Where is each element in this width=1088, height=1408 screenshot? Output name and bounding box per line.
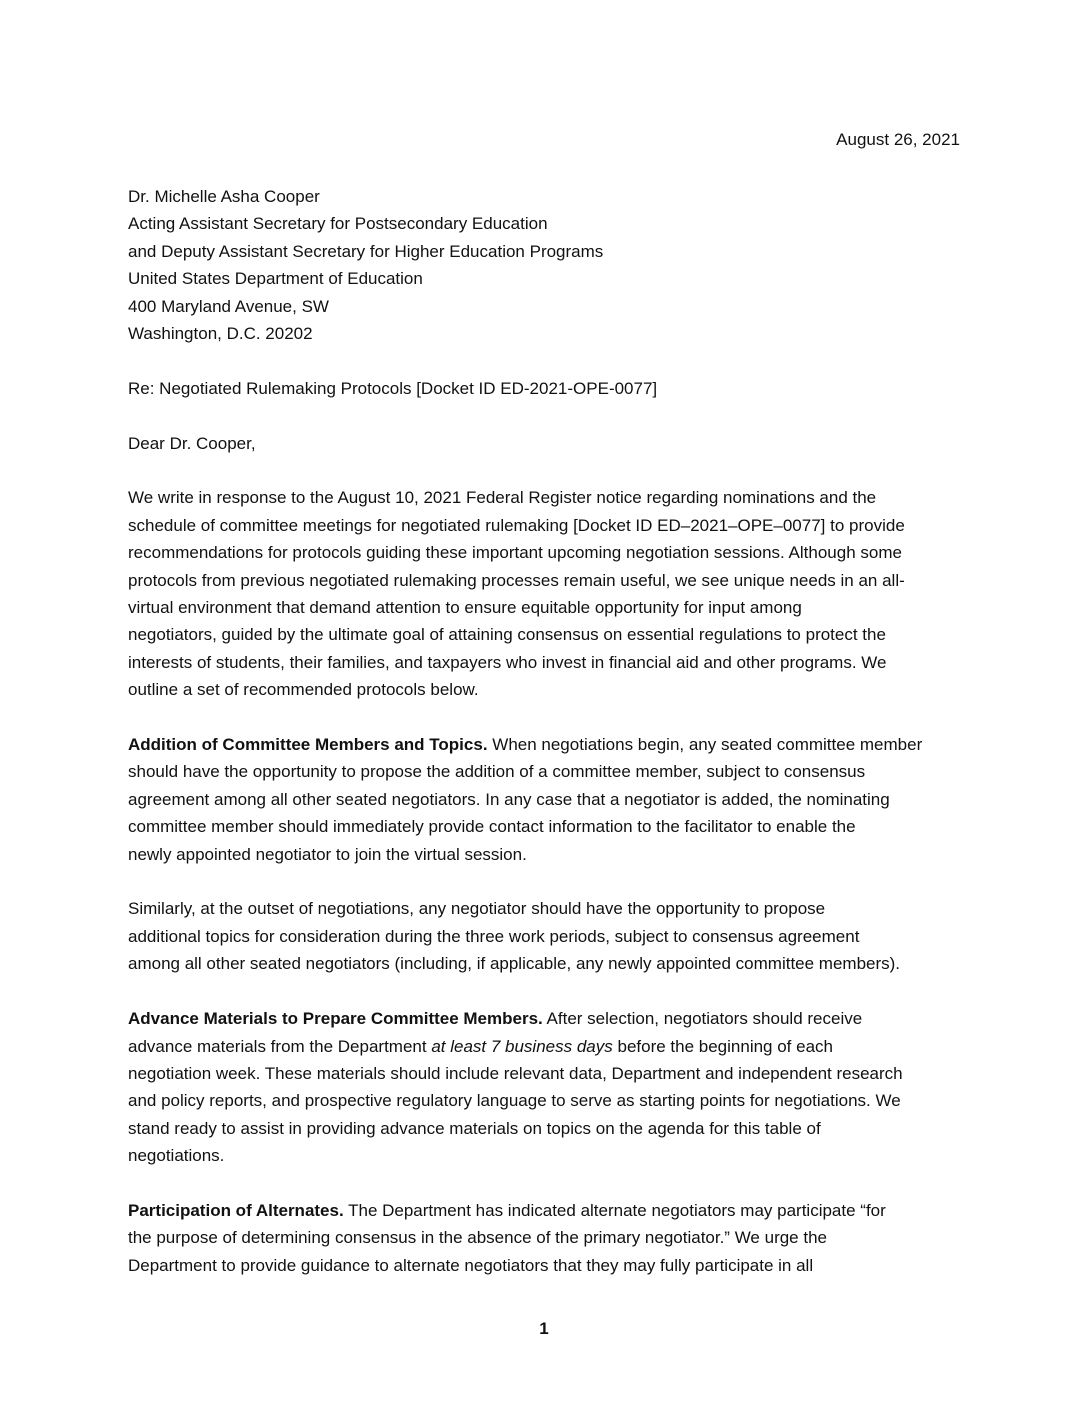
recipient-address xyxy=(128,183,961,347)
recipient-organization: United States Department of Education xyxy=(128,269,423,289)
similarly-paragraph xyxy=(128,895,961,977)
text-line: interests of students, their families, and taxpayers who invest in financial aid and other programs. We xyxy=(128,652,887,672)
text-line: negotiation week. These materials should include relevant data, Department and independent research xyxy=(128,1063,903,1083)
text-line xyxy=(128,1005,961,1032)
recipient-city: Washington, D.C. 20202 xyxy=(128,324,313,344)
text-line: protocols from previous negotiated rulemaking processes remain useful, we see unique needs in an all- xyxy=(128,570,905,590)
text-line: schedule of committee meetings for negotiated rulemaking [Docket ID ED–2021–OPE–0077] to provide xyxy=(128,515,905,535)
text-line: outline a set of recommended protocols below. xyxy=(128,680,479,700)
recipient-title: Acting Assistant Secretary for Postsecondary Education xyxy=(128,214,548,234)
text-line xyxy=(128,1197,961,1224)
text-line: Similarly, at the outset of negotiations, any negotiator should have the opportunity to propose xyxy=(128,899,826,919)
recipient-street: 400 Maryland Avenue, SW xyxy=(128,296,329,316)
text-run: When negotiations begin, any seated committee member xyxy=(487,735,923,755)
subject-line: Re: Negotiated Rulemaking Protocols [Docket ID ED-2021-OPE-0077] xyxy=(128,378,658,398)
text-line: negotiators, guided by the ultimate goal of attaining consensus on essential regulations to protect the xyxy=(128,625,886,645)
text-line xyxy=(128,731,961,758)
section-heading: Advance Materials to Prepare Committee Members. xyxy=(128,1009,543,1029)
page-number: 1 xyxy=(539,1319,549,1338)
letter-date: August 26, 2021 xyxy=(836,130,960,149)
text-line: and policy reports, and prospective regulatory language to serve as starting points for negotiations. We xyxy=(128,1091,901,1111)
text-line: Department to provide guidance to alternate negotiators that they may fully participate in all xyxy=(128,1255,814,1275)
text-line: the purpose of determining consensus in the absence of the primary negotiator.” We urge the xyxy=(128,1228,827,1248)
salutation: Dear Dr. Cooper, xyxy=(128,433,256,453)
alternates-paragraph xyxy=(128,1197,961,1279)
text-run: After selection, negotiators should receive xyxy=(542,1009,863,1029)
advance-materials-paragraph xyxy=(128,1005,961,1169)
emphasis-text: at least 7 business days xyxy=(431,1036,613,1056)
recipient-title-2: and Deputy Assistant Secretary for Higher Education Programs xyxy=(128,241,604,261)
text-line: among all other seated negotiators (including, if applicable, any newly appointed committee members). xyxy=(128,954,901,974)
text-line: recommendations for protocols guiding these important upcoming negotiation sessions. Although some xyxy=(128,543,902,563)
text-line: committee member should immediately provide contact information to the facilitator to enable the xyxy=(128,817,856,837)
text-run: The Department has indicated alternate negotiators may participate “for xyxy=(343,1200,886,1220)
recipient-name: Dr. Michelle Asha Cooper xyxy=(128,187,320,206)
text-line xyxy=(128,1033,961,1060)
text-line: negotiations. xyxy=(128,1146,225,1166)
letter-body xyxy=(128,183,961,1279)
section-heading: Participation of Alternates. xyxy=(128,1200,344,1220)
text-line: stand ready to assist in providing advance materials on topics on the agenda for this table of xyxy=(128,1118,821,1138)
addition-paragraph xyxy=(128,731,961,868)
text-run: before the beginning of each xyxy=(612,1036,833,1056)
section-heading: Addition of Committee Members and Topics. xyxy=(128,735,488,755)
text-line: additional topics for consideration during the three work periods, subject to consensus agreement xyxy=(128,926,860,946)
text-line: newly appointed negotiator to join the virtual session. xyxy=(128,844,527,864)
text-line: virtual environment that demand attention to ensure equitable opportunity for input among xyxy=(128,598,802,618)
text-run: advance materials from the Department xyxy=(128,1036,432,1056)
text-line: We write in response to the August 10, 2021 Federal Register notice regarding nominations and the xyxy=(128,488,877,508)
intro-paragraph xyxy=(128,484,961,703)
text-line: agreement among all other seated negotiators. In any case that a negotiator is added, the nominating xyxy=(128,789,890,809)
text-line: should have the opportunity to propose the addition of a committee member, subject to consensus xyxy=(128,762,866,782)
